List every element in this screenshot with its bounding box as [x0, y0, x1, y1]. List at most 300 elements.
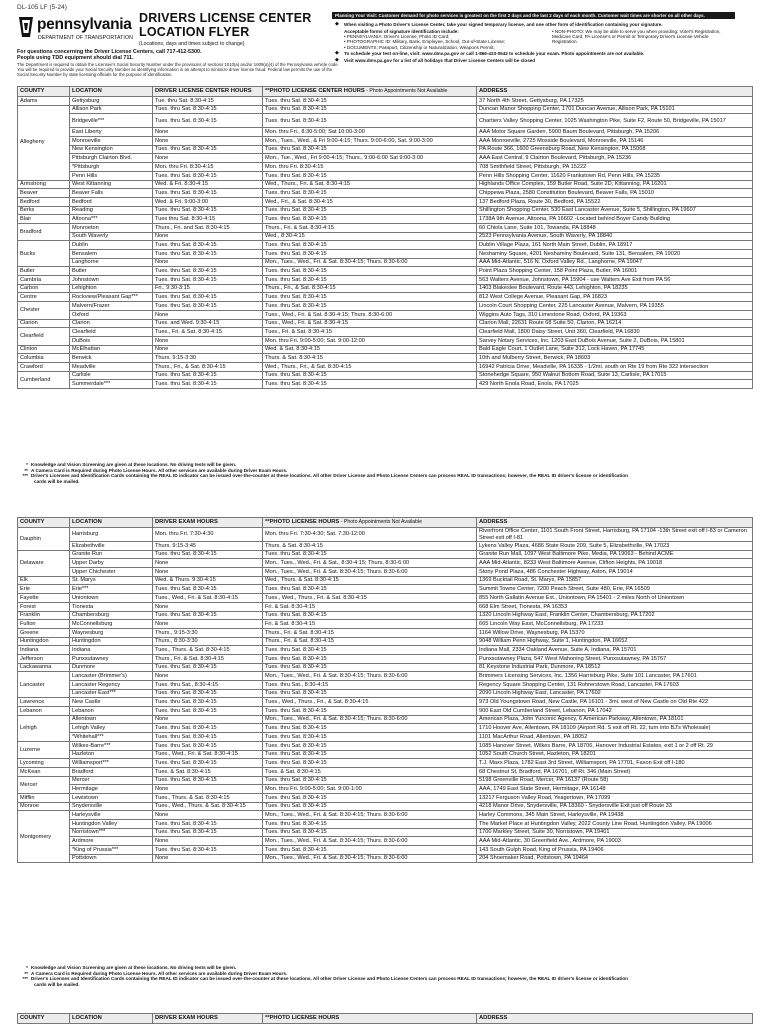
exam-hours-cell: Tues. & Sat. 8:30-4:15	[153, 767, 263, 776]
penndot-logo	[17, 14, 137, 44]
location-cell: Clarion	[70, 319, 153, 328]
col-exam-hours: DRIVER EXAM HOURS	[153, 518, 263, 528]
table-row	[18, 258, 753, 267]
location-cell: West Kittanning	[70, 180, 153, 189]
table-row	[18, 776, 753, 785]
location-cell: Gettysburg	[70, 97, 153, 106]
photo-hours-cell: Tues., Fri. & Sat. 8:30-4:15	[263, 328, 477, 337]
table-row	[18, 646, 753, 655]
photo-hours-cell: Tues. thru Sat. 8:30-4:15	[263, 663, 477, 672]
exam-hours-cell: Tues. thru Sat. 8:30-4:15	[153, 302, 263, 311]
address-cell: AAA Mid-Atlantic, 30 Greenfield Ave., Ardmore, PA 19003	[477, 837, 753, 846]
address-cell: Point Plaza Shopping Center, 158 Point Plaza, Butler, PA 16001	[477, 267, 753, 276]
table-row	[18, 276, 753, 285]
col-address: ADDRESS	[477, 1014, 753, 1024]
table-row	[18, 724, 753, 733]
address-cell: 5198 Greenville Road, Mercer, PA 16137 (Route 58)	[477, 776, 753, 785]
location-cell: Lancaster Regency	[70, 681, 153, 690]
address-cell: Neshaminy Square, 4201 Neshaminy Boulevard, Suite 131, Bensalem, PA 19020	[477, 250, 753, 259]
county-cell: Indiana	[18, 646, 70, 655]
photo-hours-cell: Tues. thru Sat. 8:30-4:15	[263, 215, 477, 224]
photo-hours-cell: Tues. thru Sat. 8:30-4:15	[263, 793, 477, 802]
photo-hours-cell: Mon., Tues., Wed., Fri. & Sat. 8:30-4:15; Thurs. 8:30-6:00	[263, 715, 477, 724]
table-row	[18, 137, 753, 146]
address-cell: Clearfield Mall, 1800 Daisy Street, Unit 360, Clearfield, PA 16830	[477, 328, 753, 337]
address-cell: Shillington Shopping Center, 530 East Lancaster Avenue, Suite 5, Shillington, PA 19607	[477, 206, 753, 215]
address-cell: 668 Elm Street, Tionesta, PA 16353	[477, 602, 753, 611]
col-photo-hours: **PHOTO LICENSE HOURS - Photo Appointments Not Available	[263, 518, 477, 528]
col-address: ADDRESS	[477, 518, 753, 528]
location-cell: Hermitage	[70, 785, 153, 794]
location-table-1	[17, 86, 753, 389]
location-cell: Reading	[70, 206, 153, 215]
address-cell: Punxsutawney Plaza, 547 West Mahoning Street, Punxsutawney, PA 15767	[477, 654, 753, 663]
table-row	[18, 114, 753, 128]
photo-hours-cell: Wed., Thurs., Fri. & Sat. 8:30-4:15	[263, 180, 477, 189]
photo-hours-cell: Tues. thru Sat. 8:30-4:15	[263, 741, 477, 750]
logo-department: DEPARTMENT OF TRANSPORTATION	[38, 35, 133, 41]
address-cell: Summit Towne Center, 7200 Peach Street, Suite 480, Erie, PA 16509	[477, 585, 753, 594]
photo-hours-cell: Tues. thru Sat. 8:30-4:15	[263, 654, 477, 663]
col-county: COUNTY	[18, 518, 70, 528]
table-row	[18, 811, 753, 820]
exam-hours-cell: None	[153, 715, 263, 724]
table-row	[18, 336, 753, 345]
county-cell: Berks	[18, 206, 70, 215]
photo-hours-cell: Wed., Fri., & Sat. 8:30-4:15	[263, 197, 477, 206]
table-row	[18, 223, 753, 232]
table-row	[18, 362, 753, 371]
address-cell: 1085 Hanover Street, Wilkes Barre, PA 18706, Hanover Industrial Estates, exit 1 or 2 off Rt. 29	[477, 741, 753, 750]
address-cell: 708 Smithfield Street, Pittsburgh, PA 15222	[477, 163, 753, 172]
exam-hours-cell: Wed. & Thurs. 9:30-4:15	[153, 576, 263, 585]
table-row	[18, 785, 753, 794]
location-cell: South Waverly	[70, 232, 153, 241]
county-cell: Fulton	[18, 620, 70, 629]
location-cell: Harleysville	[70, 811, 153, 820]
location-table-3	[17, 1013, 753, 1024]
photo-hours-cell: Tues. thru Sat. 8:30-4:15	[263, 646, 477, 655]
photo-hours-cell: Tues. & Sat. 8:30-4:15	[263, 767, 477, 776]
photo-hours-cell: Tues. thru Sat. 8:30-4:15	[263, 707, 477, 716]
county-cell: Monroe	[18, 802, 70, 811]
exam-hours-cell: None	[153, 154, 263, 163]
address-cell: 13217 Ferguson Valley Road, Yeagertown, PA 17099	[477, 793, 753, 802]
exam-hours-cell: Tues. thru Sat. 8:30-4:15	[153, 585, 263, 594]
location-cell: *Whitehall***	[70, 733, 153, 742]
table-header-row	[18, 1014, 753, 1024]
exam-hours-cell: Tues., Wed., Fri. & Sat. 8:30-4:15	[153, 594, 263, 603]
location-cell: Lehigh Valley	[70, 724, 153, 733]
photo-hours-cell: Tues. thru Sat. 8:30-4:15	[263, 759, 477, 768]
address-cell: Clarion Mall, 22631 Route 68 Suite 50, Clarion, PA 16214	[477, 319, 753, 328]
photo-hours-cell: Wed. & Sat. 8:30-4:15	[263, 345, 477, 354]
location-cell: Chambersburg	[70, 611, 153, 620]
table-row	[18, 559, 753, 568]
county-cell: Clearfield	[18, 328, 70, 345]
exam-hours-cell: Tues. thru Sat. 8:30-4:15	[153, 846, 263, 855]
exam-hours-cell: Thurs., 9:15-3:30	[153, 628, 263, 637]
photo-hours-cell: Tues. thru Sat. 8:30-4:15	[263, 206, 477, 215]
county-cell: Cambria	[18, 276, 70, 285]
table-row	[18, 354, 753, 363]
photo-hours-cell: Mon., Tues., Wed., & Fri 9:00-4:15; Thurs. 9:00-6:00, Sat. 9:00-3:00	[263, 137, 477, 146]
photo-hours-cell: Mon., Tues., Wed., Fri. & Sat. 8:30-4:15; Thurs. 8:30-6:00	[263, 672, 477, 681]
table-row	[18, 171, 753, 180]
table-row	[18, 267, 753, 276]
location-cell: Altoona***	[70, 215, 153, 224]
location-cell: Hazleton	[70, 750, 153, 759]
location-cell: Clearfield	[70, 328, 153, 337]
table-row	[18, 576, 753, 585]
location-cell: Lewistown	[70, 793, 153, 802]
photo-hours-cell: Mon., Tue., Wed., Fri 9:00-4:15; Thurs., 9:00-6:00 Sat 9:00-3:00	[263, 154, 477, 163]
location-cell: East Liberty	[70, 128, 153, 137]
photo-hours-cell: Tues. thru Sat. 8:30-4:15	[263, 585, 477, 594]
location-cell: Snydersville	[70, 802, 153, 811]
location-cell: Upper Darby	[70, 559, 153, 568]
diamond-bullet-icon: ◆	[335, 50, 339, 57]
flyer-header	[17, 4, 752, 86]
location-cell: Penn Hills	[70, 171, 153, 180]
address-cell: 143 South Gulph Road, King of Prussia, PA 19406	[477, 846, 753, 855]
address-cell: Regency Square Shopping Center, 131 Rohrerstown Road, Lancaster, PA 17603	[477, 681, 753, 690]
id-item-non-photo: • NON-PHOTO: We may be able to serve you when providing: Voter's Registration, Medicare Card, PA License's or Permit or Temporary Driver's License Vehicle Registration.	[552, 28, 721, 45]
visit-info-panel	[332, 12, 735, 63]
address-cell: 855 North Gallatin Avenue Ext., Uniontown, PA 15401 - 2 miles North of Uniontown	[477, 594, 753, 603]
table-row	[18, 105, 753, 114]
photo-hours-cell: Thurs., Fri., & Sat. 8:30-4:15	[263, 284, 477, 293]
table-row	[18, 715, 753, 724]
address-cell: 1052 South Church Street, Hazleton, PA 18201	[477, 750, 753, 759]
address-cell: Granite Run Mall, 1097 West Baltimore Pike, Media, PA 19063 - Behind ACME	[477, 550, 753, 559]
photo-hours-cell: Tues. thru Sat. 8:30-4:15	[263, 828, 477, 837]
exam-hours-cell: Tues., Thurs. & Sat. 8:30-4:15	[153, 646, 263, 655]
location-cell: St. Marys	[70, 576, 153, 585]
table-row	[18, 180, 753, 189]
table-row	[18, 637, 753, 646]
table-row	[18, 206, 753, 215]
photo-hours-cell: Tues. thru Sat. 8:30-4:15	[263, 250, 477, 259]
exam-hours-cell: Mon. thru Fri. 7:30-4:30	[153, 528, 263, 542]
table-row	[18, 759, 753, 768]
address-cell: PA Route 366, 1600 Greensburg Road, New Kensington, PA 15068	[477, 145, 753, 154]
county-cell: Allegheny	[18, 105, 70, 180]
title-line-1: DRIVERS LICENSE CENTER	[139, 11, 312, 25]
id-item-documents: • DOCUMENTS: Passport, Citizenship or Naturalization, Weapons Permit;	[344, 44, 495, 50]
address-cell: AAA East Central, 9 Clairton Boulevard, Pittsburgh, PA 15236	[477, 154, 753, 163]
table-row	[18, 232, 753, 241]
county-cell: Forest	[18, 602, 70, 611]
table-row	[18, 681, 753, 690]
footnote-knowledge: Knowledge and Vision Screening are given at these locations. No driving tests will be given.	[31, 965, 237, 970]
exam-hours-cell: Tues. thru Sat. 8:30-4:15	[153, 611, 263, 620]
photo-hours-cell: Mon., Tues., Wed., Fri. & Sat. 8:30-4:15; Thurs. 8:30-6:00	[263, 811, 477, 820]
table-row	[18, 828, 753, 837]
exam-hours-cell: Tues. thru Sat. 8:30-4:15	[153, 241, 263, 250]
exam-hours-cell: Tues. thru Sat. 8:30-4:15	[153, 828, 263, 837]
table-row	[18, 345, 753, 354]
county-cell: McKean	[18, 767, 70, 776]
keystone-icon	[17, 16, 35, 38]
photo-hours-cell: Tues., Wed., Fri. & Sat. 8:30-4:15	[263, 319, 477, 328]
location-cell: Beaver Falls	[70, 189, 153, 198]
photo-hours-cell: Tues. thru Sat. 8:30-4:15	[263, 550, 477, 559]
table-row	[18, 250, 753, 259]
exam-hours-cell: Tues. thru Sat. 8:30-4:15	[153, 380, 263, 389]
county-cell: Lancaster	[18, 672, 70, 698]
photo-hours-cell: Fri. & Sat. 8:30-4:15	[263, 620, 477, 629]
address-cell: 1320 Lincoln Highway East, Franklin Center, Chambersburg, PA 17202	[477, 611, 753, 620]
info-bullet-identification: ◆ When visiting a Photo Driver's License Center, take your signed temporary license, and one other form of identification containing your signature.	[335, 21, 663, 28]
location-cell: Wilkes-Barre***	[70, 741, 153, 750]
photo-hours-cell: Tues. thru Sat. 8:30-4:15	[263, 267, 477, 276]
diamond-bullet-icon: ◆	[335, 21, 339, 28]
photo-hours-cell: Tues. thru Sat. 8:30-4:15	[263, 114, 477, 128]
exam-hours-cell: None	[153, 811, 263, 820]
exam-hours-cell: None	[153, 310, 263, 319]
county-cell: Montgomery	[18, 811, 70, 863]
address-cell: Chippewa Plaza, 2580 Constitution Boulevard, Beaver Falls, PA 15010	[477, 189, 753, 198]
table-row	[18, 707, 753, 716]
address-cell: AAA Monroeville, 2725 Mosside Boulevard, Monroeville, PA 15146	[477, 137, 753, 146]
county-cell: Mifflin	[18, 793, 70, 802]
address-cell: 204 Shoemaker Road, Pottstown, PA 19464	[477, 854, 753, 863]
exam-hours-cell: Tues., Wed., Thurs. & Sat. 8:30-4:15	[153, 802, 263, 811]
address-cell: 137 Bedford Plaza, Route 30, Bedford, PA 15522	[477, 197, 753, 206]
photo-hours-cell: Tues. thru Sat. 8:30-4:15	[263, 689, 477, 698]
exam-hours-cell: Tues., Wed., Fri. & Sat. 8:30-4:15	[153, 750, 263, 759]
photo-hours-cell: Thurs., Fri. & Sat. 8:30-4:15	[263, 223, 477, 232]
location-cell: Bridgeville***	[70, 114, 153, 128]
title-line-2: LOCATION FLYER	[139, 24, 250, 39]
footnote-camera-card: A Camera Card is Required during Photo License Hours. All other services are available during Driver Exam Hours.	[31, 467, 288, 473]
exam-hours-cell: None	[153, 345, 263, 354]
county-cell: Butler	[18, 267, 70, 276]
photo-hours-cell: Tues. thru Sat. 8:30-4:15	[263, 750, 477, 759]
county-cell: Crawford	[18, 362, 70, 371]
footnote-camera-card: A Camera Card is Required during Photo License Hours. All other services are available during Driver Exam Hours.	[31, 970, 288, 976]
logo-wordmark: pennsylvania	[37, 16, 132, 33]
county-cell: Beaver	[18, 189, 70, 198]
table-row	[18, 620, 753, 629]
location-cell: Erie***	[70, 585, 153, 594]
county-cell: Clinton	[18, 345, 70, 354]
location-cell: Allison Park	[70, 105, 153, 114]
footnotes-2: * Knowledge and Vision Screening are given at these locations. No driving tests will be given. ** A Camera Card is Required during Photo License Hours. All other services are available during Driver Exam Hours. *** Driver's Licenses and Identification Cards containing the REAL ID indicator can be issued over-the-counter at these locations. All other Driver License and Photo License Centers can process REAL ID transactions; however, the REAL ID driver's license or identification cards will be mailed.	[22, 965, 628, 987]
photo-hours-cell: Mon., Tues., Wed., Fri. & Sat. 8:30-4:15; Thurs. 8:30-6:00	[263, 854, 477, 863]
exam-hours-cell: Tues. thru Sat. 8:30-4:15	[153, 206, 263, 215]
address-cell: 9048 William Penn Highway, Suite 1, Huntingdon, PA 16652	[477, 637, 753, 646]
exam-hours-cell: Thurs., Fri. and Sat. 8:30-4:15	[153, 223, 263, 232]
location-cell: Williamsport***	[70, 759, 153, 768]
county-cell: Bradford	[18, 223, 70, 240]
address-cell: Stony Pond Plaza, 486 Conchester Highway, Aston, PA 19014	[477, 568, 753, 577]
photo-hours-cell: Mon. thru Fri. 7:30-4:30; Sat. 7:30-12:00	[263, 528, 477, 542]
location-cell: Malvern/Frazer	[70, 302, 153, 311]
address-cell: Indiana Mall, 2334 Oakland Avenue, Suite A, Indiana, PA 15701	[477, 646, 753, 655]
location-cell: Waynesburg	[70, 628, 153, 637]
table-row	[18, 197, 753, 206]
exam-hours-cell: Tues. thru Sat. 8:30-4:15	[153, 550, 263, 559]
county-cell: Elk	[18, 576, 70, 585]
contact-tdd: People using TDD equipment should dial 711.	[17, 55, 134, 62]
table-row	[18, 550, 753, 559]
location-cell: McConnellsburg	[70, 620, 153, 629]
contact-phone: For questions concerning the Driver License Centers, call 717-412-5300.	[17, 49, 202, 55]
location-cell: Harrisburg	[70, 528, 153, 542]
exam-hours-cell: Tues., Fri. & Sat. 8:30-4:15	[153, 328, 263, 337]
exam-hours-cell: None	[153, 568, 263, 577]
address-cell: Penn Hills Shopping Center, 11620 Frankstown Rd, Penn Hills, PA 15235	[477, 171, 753, 180]
location-cell: McElhattan	[70, 345, 153, 354]
address-cell: Dublin Village Plaza, 161 North Main Street, Dublin, PA 18917	[477, 241, 753, 250]
address-cell: 4218 Manor Drive, Snydersville, PA 18360 - Snydersville Exit just off Route 33	[477, 802, 753, 811]
table-row	[18, 284, 753, 293]
photo-hours-cell: Mon., Tues., Wed., Fri. & Sat. 8:30-4:15; Thurs. 8:30-6:00	[263, 837, 477, 846]
photo-hours-cell: Wed., 8:30-4:15	[263, 232, 477, 241]
exam-hours-cell: None	[153, 672, 263, 681]
location-cell: Huntingdon	[70, 637, 153, 646]
exam-hours-cell: Thurs. 9:15-3:45	[153, 542, 263, 551]
table-row	[18, 97, 753, 106]
table-row	[18, 802, 753, 811]
address-cell: AAA Motor Square Garden, 5900 Baum Boulevard, Pittsburgh, PA 15206	[477, 128, 753, 137]
table-row	[18, 154, 753, 163]
table-row	[18, 767, 753, 776]
photo-hours-cell: Thurs. & Sat. 8:30-4:15	[263, 542, 477, 551]
table-row	[18, 528, 753, 542]
location-cell: Monroeville	[70, 137, 153, 146]
address-cell: The Market Place at Huntingdon Valley, 2022 County Line Road, Huntingdon Valley, PA 19006	[477, 820, 753, 829]
county-cell: Lackawanna	[18, 663, 70, 672]
address-cell: 1101 MacArthur Road, Allentown, PA 18052	[477, 733, 753, 742]
id-list-lead: Acceptable forms of signature identification include:	[344, 28, 459, 34]
county-cell: Lawrence	[18, 698, 70, 707]
footnote-real-id: Driver's Licenses and Identification Cards containing the REAL ID indicator can be issued over-the-counter at these locations. All other Driver License and Photo License Centers can process REAL ID transactions; however, the REAL ID driver's license or identification	[31, 976, 628, 982]
photo-hours-cell: Mon. thru Fri. 8:30-4:15	[263, 163, 477, 172]
photo-hours-cell: Tues. thru Sat. 8:30-4:15	[263, 846, 477, 855]
exam-hours-cell: Tues. thru Sat. 8:30-4:15	[153, 171, 263, 180]
table-row	[18, 189, 753, 198]
col-county: COUNTY	[18, 87, 70, 97]
location-cell: Pittsburgh Clairton Blvd.	[70, 154, 153, 163]
table-row	[18, 145, 753, 154]
address-cell: 812 West College Avenue, Pleasant Gap, PA 16823	[477, 293, 753, 302]
county-cell: Franklin	[18, 611, 70, 620]
table-row	[18, 672, 753, 681]
address-cell: Lykens Valley Plaza, 4686 State Route 209, Suite 5, Elizabethville, PA 17023	[477, 542, 753, 551]
photo-hours-cell: Tues. thru Sat., 8:30-4:15	[263, 681, 477, 690]
exam-hours-cell: Thurs., 8:30-3:30	[153, 637, 263, 646]
county-cell: Adams	[18, 97, 70, 106]
exam-hours-cell: Wed. & Fri. 8:30-4:15	[153, 180, 263, 189]
table-row	[18, 594, 753, 603]
exam-hours-cell: Tues. thru Sat. 8:30-4:15	[153, 145, 263, 154]
address-cell: 973 Old Youngstown Road, New Castle, PA 16101 - 3mi. west of New Castle on Old Rte 422	[477, 698, 753, 707]
table-row	[18, 733, 753, 742]
exam-hours-cell: Tues. thru Sat. 8:30-4:15	[153, 759, 263, 768]
address-cell: 429 North Enola Road, Enola, PA 17025	[477, 380, 753, 389]
location-cell: New Kensington	[70, 145, 153, 154]
photo-hours-cell: Tues. thru Sat. 8:30-4:15	[263, 241, 477, 250]
address-cell: 1710 Hoover Ave, Allentown, PA 18109 (Airport Rd. S exit off Rt. 22, turn into BJ's Wholesale)	[477, 724, 753, 733]
county-cell: Columbia	[18, 354, 70, 363]
col-location: LOCATION	[70, 518, 153, 528]
photo-hours-cell: Mon., Tues., Wed., Fri. & Sat. 8:30-4:15; Thurs. 8:30-6:00	[263, 258, 477, 267]
exam-hours-cell: None	[153, 258, 263, 267]
photo-hours-cell: Tues., Wed., Thurs., Fri. & Sat. 8:30-4:15	[263, 594, 477, 603]
county-cell: Lebanon	[18, 707, 70, 716]
county-cell: Delaware	[18, 550, 70, 576]
location-cell: Upper Chichester	[70, 568, 153, 577]
address-cell: 900 East Old Cumberland Street, Lebanon, PA 17042	[477, 707, 753, 716]
table-row	[18, 820, 753, 829]
location-cell: Berwick	[70, 354, 153, 363]
photo-hours-cell: Thurs., Fri. & Sat. 8:30-4:15	[263, 628, 477, 637]
county-cell: Carbon	[18, 284, 70, 293]
exam-hours-cell: Tue. thru Sat. 8:30-4:15	[153, 97, 263, 106]
location-table-2	[17, 517, 753, 863]
col-location: LOCATION	[70, 87, 153, 97]
table-row	[18, 163, 753, 172]
photo-hours-cell: Mon. thru Fri. 9:00-5:00; Sat. 9:00-12:00	[263, 336, 477, 345]
county-cell: Clarion	[18, 319, 70, 328]
address-cell: 81 Keystone Industrial Park, Dunmore, PA 18512	[477, 663, 753, 672]
photo-hours-cell: Tues. thru Sat. 8:30-4:15	[263, 724, 477, 733]
photo-hours-cell: Tues., Wed., Fri. & Sat. 8:30-4:15; Thurs. 8:30-6:00	[263, 310, 477, 319]
location-cell: Allentown	[70, 715, 153, 724]
table-row	[18, 689, 753, 698]
county-cell: Bedford	[18, 197, 70, 206]
address-cell: Wiggins Auto Tags, 310 Limestone Road, Oxford, PA 19363	[477, 310, 753, 319]
address-cell: Riverfront Office Center, 1101 South Front Street, Harrisburg, PA 17104 -13th Street exit off I-83 or Cameron Street exit off I-81	[477, 528, 753, 542]
table-row	[18, 654, 753, 663]
exam-hours-cell: Tues. thru Sat. 8:30-4:15	[153, 189, 263, 198]
county-cell: Lehigh	[18, 715, 70, 741]
address-cell: AAA Mid-Atlantic, 8233 West Baltimore Avenue, Clifton Heights, PA 19018	[477, 559, 753, 568]
exam-hours-cell: None	[153, 137, 263, 146]
photo-hours-cell: Tues. thru Sat. 8:30-4:15	[263, 380, 477, 389]
table-row	[18, 542, 753, 551]
col-location: LOCATION	[70, 1014, 153, 1024]
photo-hours-cell: Tues., Wed., Thurs., Fri., & Sat. 8:30-4:15	[263, 698, 477, 707]
address-cell: 68 Chestnut St, Bradford, PA 16701, off Rt. 346 (Main Street)	[477, 767, 753, 776]
table-row	[18, 128, 753, 137]
exam-hours-cell: Tues. thru Sat. 8:30-4:15	[153, 663, 263, 672]
planning-banner: Planning Your Visit: Customer demand for photo services is greatest on the first 2 days and the last 2 days of each month. Customer wait times are shorter on all other days.	[332, 12, 735, 19]
photo-hours-cell: Wed., Thurs., Fri., & Sat. 8:30-4:15	[263, 362, 477, 371]
address-cell: 60 Chiola Lane, Suite 101, Towanda, PA 18848	[477, 223, 753, 232]
contact-info	[17, 49, 345, 62]
table-row	[18, 319, 753, 328]
location-cell: Lancaster East***	[70, 689, 153, 698]
location-cell: Bedford	[70, 197, 153, 206]
address-cell: Harley Commons, 345 Main Street, Harleysville, PA 19438	[477, 811, 753, 820]
exam-hours-cell: Tues thru Sat. 8:30-4:15	[153, 215, 263, 224]
location-cell: Dunmore	[70, 663, 153, 672]
county-cell: Luzerne	[18, 741, 70, 758]
photo-hours-cell: Mon., Tues., Wed., Fri. & Sat., 8:30-4:15; Thurs. 8:30-6:00	[263, 559, 477, 568]
photo-hours-cell: Fri. & Sat. 8:30-4:15	[263, 602, 477, 611]
location-cell: Butler	[70, 267, 153, 276]
exam-hours-cell: Tues. thru Sat. 8:30-4:15	[153, 114, 263, 128]
table-row	[18, 241, 753, 250]
photo-hours-cell: Tues. thru Sat. 8:30-4:15	[263, 189, 477, 198]
county-cell: Erie	[18, 585, 70, 594]
county-cell: Fayette	[18, 594, 70, 603]
exam-hours-cell: Tues. thru Sat., 8:30-4:15	[153, 681, 263, 690]
